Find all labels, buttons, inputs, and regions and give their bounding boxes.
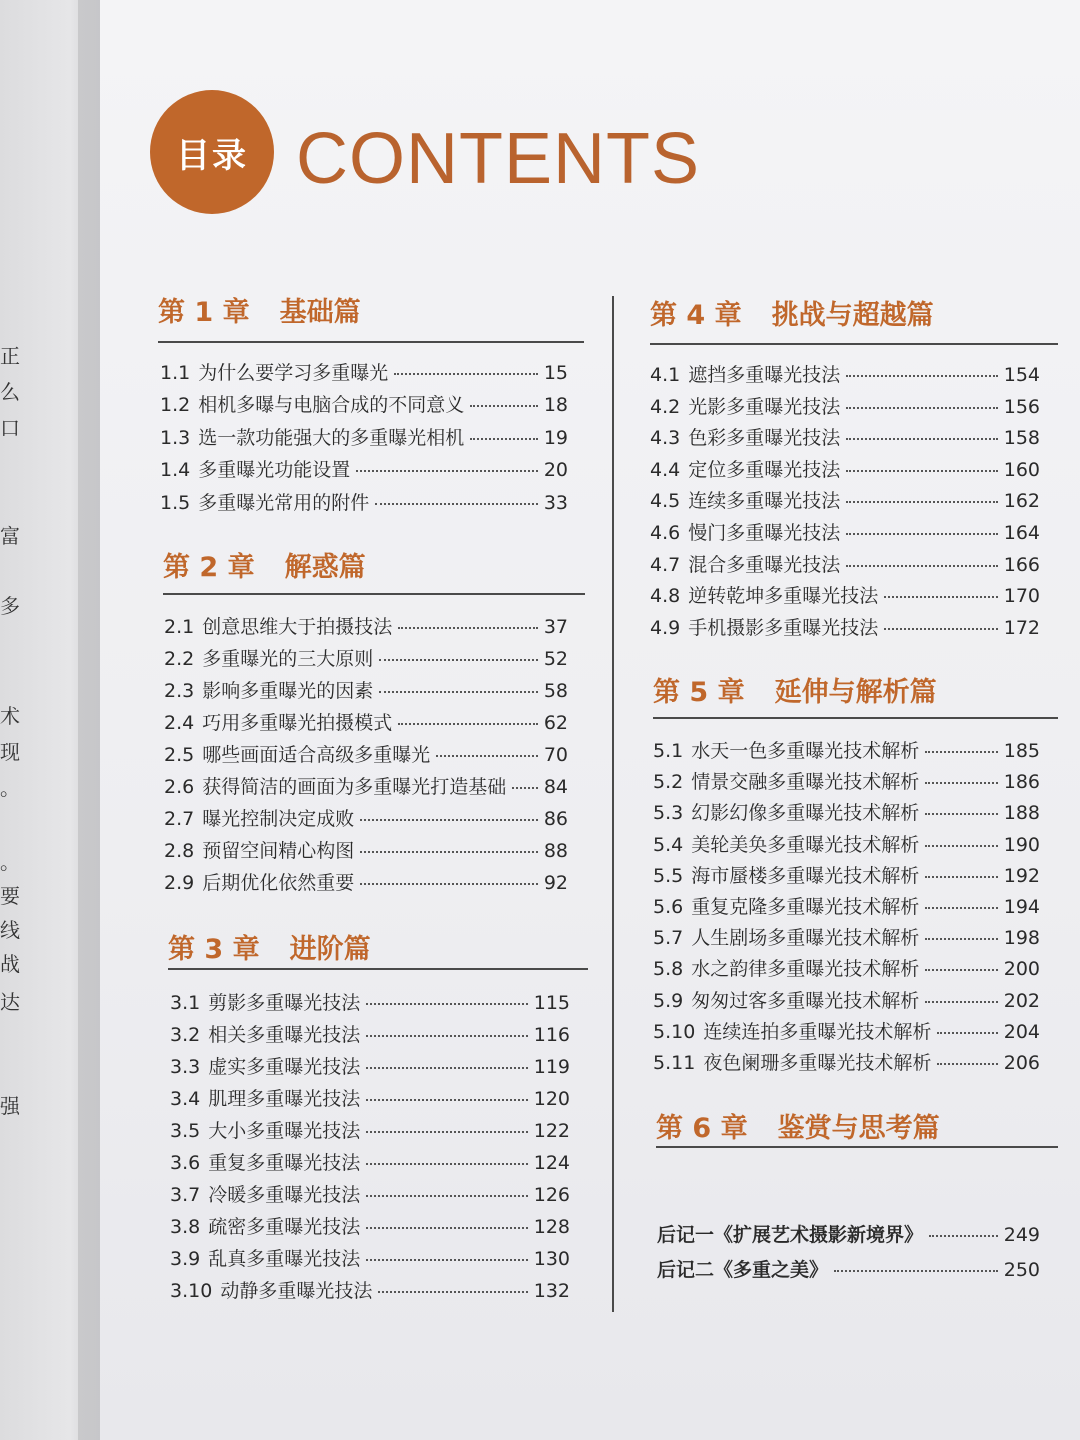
- entry-number: 3.1: [170, 992, 201, 1014]
- entry-page-number: 164: [1003, 522, 1040, 544]
- toc-entry[interactable]: [170, 1244, 570, 1271]
- toc-entry[interactable]: [650, 613, 1040, 640]
- dot-leader: [360, 851, 538, 853]
- dot-leader: [512, 787, 538, 789]
- entry-number: 5.9: [653, 989, 684, 1012]
- dot-leader: [366, 1195, 528, 1197]
- entry-page-number: 204: [1003, 1020, 1040, 1043]
- dot-leader: [398, 627, 538, 629]
- entry-page-number: 154: [1003, 364, 1040, 386]
- toc-entry[interactable]: [653, 861, 1040, 888]
- entry-number: 1.4: [160, 459, 191, 482]
- dot-leader: [378, 1291, 527, 1293]
- left-page-text-fragment: 富: [0, 524, 20, 548]
- entry-number: 4.7: [650, 553, 681, 576]
- entry-number: 1.3: [160, 426, 191, 449]
- chapter-rule: [653, 717, 1058, 719]
- entry-number: 1.5: [160, 491, 191, 514]
- dot-leader: [846, 438, 998, 440]
- epilogue-entry[interactable]: [657, 1255, 1040, 1282]
- epilogue-title: 后记二《多重之美》: [657, 1259, 829, 1281]
- entry-title: 选一款功能强大的多重曝光相机: [198, 426, 465, 449]
- entry-page-number: 206: [1003, 1052, 1040, 1074]
- chapter-title: 延伸与解析篇: [774, 677, 937, 708]
- entry-number: 5.2: [653, 771, 684, 794]
- toc-entry[interactable]: [650, 360, 1040, 387]
- entry-number: 5.8: [653, 958, 684, 981]
- dot-leader: [925, 782, 998, 784]
- entry-page-number: 162: [1003, 490, 1040, 513]
- entry-title: 剪影多重曝光技法: [208, 992, 361, 1014]
- entry-page-number: 190: [1003, 833, 1040, 856]
- entry-number: 3.5: [170, 1120, 201, 1142]
- entry-title: 哪些画面适合高级多重曝光: [202, 744, 431, 766]
- dot-leader: [356, 470, 538, 472]
- dot-leader: [937, 1063, 997, 1065]
- entry-title: 大小多重曝光技法: [208, 1120, 361, 1142]
- toc-entry[interactable]: [170, 988, 570, 1015]
- entry-page-number: 124: [533, 1152, 570, 1174]
- dot-leader: [398, 723, 538, 725]
- entry-title: 水之韵律多重曝光技术解析: [691, 958, 920, 981]
- toc-entry[interactable]: [164, 868, 568, 895]
- dot-leader: [366, 1035, 528, 1037]
- entry-page-number: 62: [543, 712, 568, 734]
- toc-entry[interactable]: [650, 423, 1040, 450]
- entry-page-number: 116: [533, 1024, 570, 1046]
- dot-leader: [846, 565, 998, 567]
- page-title: CONTENTS: [296, 119, 700, 199]
- dot-leader: [470, 438, 538, 440]
- entry-page-number: 198: [1003, 927, 1040, 950]
- entry-title: 重复多重曝光技法: [208, 1152, 361, 1174]
- chapter-heading: [650, 293, 934, 332]
- entry-page-number: 194: [1003, 896, 1040, 918]
- entry-title: 美轮美奂多重曝光技术解析: [691, 833, 920, 856]
- epilogue-title: 后记一《扩展艺术摄影新境界》: [657, 1224, 924, 1246]
- chapter-title: 鉴赏与思考篇: [777, 1113, 940, 1144]
- entry-number: 3.9: [170, 1248, 201, 1270]
- toc-entry[interactable]: [653, 1048, 1040, 1075]
- left-page-text-fragment: 术: [0, 704, 20, 728]
- left-page-text-fragment: 多: [0, 594, 20, 618]
- entry-number: 2.7: [164, 808, 195, 830]
- chapter-title: 进阶篇: [289, 934, 371, 965]
- entry-title: 相关多重曝光技法: [208, 1024, 361, 1046]
- toc-entry[interactable]: [170, 1084, 570, 1111]
- entry-number: 5.1: [653, 740, 684, 762]
- entry-page-number: 86: [543, 808, 568, 830]
- dot-leader: [366, 1099, 528, 1101]
- toc-entry[interactable]: [170, 1020, 570, 1047]
- chapter-rule: [163, 593, 585, 595]
- toc-entry[interactable]: [653, 830, 1040, 857]
- entry-title: 色彩多重曝光技法: [688, 427, 841, 450]
- toc-entry[interactable]: [653, 986, 1040, 1013]
- entry-page-number: 33: [543, 491, 568, 514]
- chapter-heading: [656, 1106, 940, 1145]
- dot-leader: [470, 405, 538, 407]
- left-page-text-fragment: 。: [0, 776, 20, 800]
- entry-page-number: 156: [1003, 395, 1040, 418]
- chapter-heading: [168, 927, 371, 966]
- entry-number: 5.6: [653, 896, 684, 918]
- entry-title: 获得简洁的画面为多重曝光打造基础: [202, 776, 507, 798]
- entry-number: 5.5: [653, 864, 684, 887]
- dot-leader: [375, 503, 538, 505]
- entry-title: 预留空间精心构图: [202, 840, 355, 862]
- entry-number: 2.5: [164, 744, 195, 766]
- toc-entry[interactable]: [164, 644, 568, 671]
- dot-leader: [379, 691, 538, 693]
- left-page-text-fragment: 要: [0, 884, 20, 908]
- dot-leader: [925, 938, 998, 940]
- entry-title: 相机多曝与电脑合成的不同意义: [198, 394, 465, 417]
- entry-number: 4.3: [650, 427, 681, 450]
- entry-title: 夜色阑珊多重曝光技术解析: [703, 1052, 932, 1074]
- dot-leader: [366, 1131, 528, 1133]
- epilogue-page-number: 250: [1003, 1259, 1040, 1281]
- entry-page-number: 122: [533, 1120, 570, 1142]
- entry-number: 4.1: [650, 364, 681, 386]
- entry-title: 连续多重曝光技法: [688, 490, 841, 513]
- entry-page-number: 130: [533, 1248, 570, 1270]
- entry-title: 遮挡多重曝光技法: [688, 364, 841, 386]
- entry-page-number: 160: [1003, 458, 1040, 481]
- left-page-text-fragment: 战: [0, 952, 20, 976]
- dot-leader: [366, 1067, 528, 1069]
- entry-page-number: 52: [543, 648, 568, 670]
- left-page-text-fragment: 强: [0, 1094, 20, 1118]
- entry-page-number: 58: [543, 680, 568, 702]
- toc-entry[interactable]: [170, 1212, 570, 1239]
- entry-title: 人生剧场多重曝光技术解析: [691, 927, 920, 950]
- dot-leader: [846, 533, 998, 535]
- contents-logo-badge: [150, 90, 274, 214]
- entry-title: 为什么要学习多重曝光: [198, 362, 389, 384]
- entry-number: 3.6: [170, 1152, 201, 1174]
- dot-leader: [846, 407, 998, 409]
- entry-number: 3.7: [170, 1184, 201, 1206]
- entry-number: 1.1: [160, 362, 191, 384]
- chapter-title: 基础篇: [279, 297, 361, 328]
- chapter-label: 第 4 章: [650, 300, 742, 331]
- column-divider: [612, 296, 614, 1312]
- chapter-label: 第 6 章: [656, 1113, 748, 1144]
- dot-leader: [436, 755, 538, 757]
- entry-title: 连续连拍多重曝光技术解析: [703, 1020, 932, 1043]
- dot-leader: [925, 876, 998, 878]
- dot-leader: [937, 1032, 997, 1034]
- entry-title: 逆转乾坤多重曝光技法: [688, 585, 879, 608]
- entry-number: 4.4: [650, 458, 681, 481]
- left-page-text-fragment: 么: [0, 380, 20, 404]
- toc-entry[interactable]: [653, 767, 1040, 794]
- entry-number: 3.4: [170, 1088, 201, 1110]
- toc-entry[interactable]: [653, 1017, 1040, 1044]
- entry-page-number: 166: [1003, 553, 1040, 576]
- toc-entry[interactable]: [653, 954, 1040, 981]
- chapter-heading: [158, 290, 361, 329]
- entry-title: 肌理多重曝光技法: [208, 1088, 361, 1110]
- entry-page-number: 20: [543, 459, 568, 482]
- entry-number: 4.2: [650, 395, 681, 418]
- entry-number: 2.6: [164, 776, 195, 798]
- toc-entry[interactable]: [160, 455, 568, 482]
- left-page-text-fragment: 现: [0, 740, 20, 764]
- toc-entry[interactable]: [160, 488, 568, 515]
- entry-title: 影响多重曝光的因素: [202, 680, 374, 702]
- chapter-label: 第 5 章: [653, 677, 745, 708]
- entry-title: 巧用多重曝光拍摄模式: [202, 712, 393, 734]
- dot-leader: [925, 969, 998, 971]
- entry-page-number: 192: [1003, 864, 1040, 887]
- chapter-title: 解惑篇: [284, 552, 366, 583]
- entry-number: 2.8: [164, 840, 195, 862]
- dot-leader: [394, 373, 538, 375]
- epilogue-page-number: 249: [1003, 1224, 1040, 1246]
- toc-entry[interactable]: [170, 1180, 570, 1207]
- entry-title: 混合多重曝光技法: [688, 553, 841, 576]
- chapter-label: 第 3 章: [168, 934, 260, 965]
- dot-leader: [925, 845, 998, 847]
- entry-page-number: 119: [533, 1056, 570, 1078]
- entry-number: 2.4: [164, 712, 195, 734]
- toc-entry[interactable]: [653, 892, 1040, 919]
- entry-page-number: 84: [543, 776, 568, 798]
- toc-entry[interactable]: [650, 550, 1040, 577]
- entry-title: 创意思维大于拍摄技法: [202, 616, 393, 638]
- entry-number: 2.2: [164, 648, 195, 670]
- toc-entry[interactable]: [650, 486, 1040, 513]
- toc-entry[interactable]: [650, 392, 1040, 419]
- dot-leader: [366, 1003, 528, 1005]
- entry-page-number: 172: [1003, 616, 1040, 639]
- logo-text: 目录: [176, 135, 248, 176]
- entry-page-number: 15: [543, 362, 568, 384]
- dot-leader: [379, 659, 538, 661]
- dot-leader: [925, 751, 998, 753]
- entry-page-number: 37: [543, 616, 568, 638]
- dot-leader: [925, 1001, 998, 1003]
- toc-entry[interactable]: [164, 804, 568, 831]
- entry-page-number: 70: [543, 744, 568, 766]
- entry-page-number: 128: [533, 1216, 570, 1238]
- toc-entry[interactable]: [650, 581, 1040, 608]
- entry-title: 水天一色多重曝光技术解析: [691, 740, 920, 762]
- toc-entry[interactable]: [164, 708, 568, 735]
- toc-entry[interactable]: [653, 923, 1040, 950]
- left-page-text-fragment: 达: [0, 990, 20, 1014]
- dot-leader: [846, 501, 998, 503]
- toc-entry[interactable]: [164, 740, 568, 767]
- entry-number: 2.9: [164, 872, 195, 894]
- toc-entry[interactable]: [170, 1052, 570, 1079]
- toc-entry[interactable]: [653, 798, 1040, 825]
- entry-number: 5.10: [653, 1020, 696, 1043]
- entry-title: 多重曝光常用的附件: [198, 491, 370, 514]
- dot-leader: [366, 1163, 528, 1165]
- entry-page-number: 186: [1003, 771, 1040, 794]
- chapter-rule: [158, 341, 584, 343]
- entry-title: 后期优化依然重要: [202, 872, 355, 894]
- entry-page-number: 88: [543, 840, 568, 862]
- chapter-rule: [168, 968, 588, 970]
- toc-entry[interactable]: [650, 455, 1040, 482]
- left-page-text-fragment: 线: [0, 918, 20, 942]
- toc-entry[interactable]: [164, 676, 568, 703]
- entry-number: 5.11: [653, 1052, 696, 1074]
- entry-page-number: 158: [1003, 427, 1040, 450]
- dot-leader: [366, 1259, 528, 1261]
- entry-title: 手机摄影多重曝光技法: [688, 616, 879, 639]
- toc-entry[interactable]: [653, 736, 1040, 763]
- entry-page-number: 126: [533, 1184, 570, 1206]
- entry-page-number: 120: [533, 1088, 570, 1110]
- entry-title: 慢门多重曝光技法: [688, 522, 841, 544]
- entry-title: 光影多重曝光技法: [688, 395, 841, 418]
- left-page-text-fragment: 口: [0, 416, 20, 440]
- left-page-text-fragment: 正: [0, 344, 20, 368]
- entry-title: 多重曝光功能设置: [198, 459, 351, 482]
- entry-title: 曝光控制决定成败: [202, 808, 355, 830]
- entry-page-number: 185: [1003, 740, 1040, 762]
- dot-leader: [884, 596, 998, 598]
- entry-number: 2.1: [164, 616, 195, 638]
- entry-title: 冷暖多重曝光技法: [208, 1184, 361, 1206]
- chapter-heading: [163, 545, 366, 584]
- toc-entry[interactable]: [650, 518, 1040, 545]
- toc-entry[interactable]: [160, 423, 568, 450]
- toc-entry[interactable]: [170, 1116, 570, 1143]
- toc-entry[interactable]: [164, 772, 568, 799]
- chapter-label: 第 1 章: [158, 297, 250, 328]
- dot-leader: [925, 813, 998, 815]
- dot-leader: [360, 819, 538, 821]
- entry-number: 4.6: [650, 522, 681, 544]
- toc-entry[interactable]: [164, 612, 568, 639]
- dot-leader: [846, 375, 998, 377]
- toc-entry[interactable]: [170, 1276, 570, 1303]
- entry-page-number: 188: [1003, 802, 1040, 825]
- left-page-text-fragment: 。: [0, 850, 20, 874]
- dot-leader: [925, 907, 998, 909]
- entry-title: 动静多重曝光技法: [220, 1280, 373, 1302]
- entry-title: 幻影幻像多重曝光技术解析: [691, 802, 920, 825]
- entry-title: 定位多重曝光技法: [688, 458, 841, 481]
- toc-entry[interactable]: [160, 390, 568, 417]
- entry-title: 海市蜃楼多重曝光技术解析: [691, 864, 920, 887]
- dot-leader: [884, 628, 998, 630]
- chapter-title: 挑战与超越篇: [771, 300, 934, 331]
- entry-number: 3.10: [170, 1280, 213, 1302]
- chapter-heading: [653, 670, 937, 709]
- entry-number: 5.7: [653, 927, 684, 950]
- dot-leader: [360, 883, 538, 885]
- epilogue-entry[interactable]: [657, 1220, 1040, 1247]
- entry-title: 匆匆过客多重曝光技术解析: [691, 989, 920, 1012]
- toc-entry[interactable]: [164, 836, 568, 863]
- dot-leader: [366, 1227, 528, 1229]
- entry-number: 3.2: [170, 1024, 201, 1046]
- entry-page-number: 115: [533, 992, 570, 1014]
- entry-page-number: 202: [1003, 989, 1040, 1012]
- entry-number: 2.3: [164, 680, 195, 702]
- entry-page-number: 92: [543, 872, 568, 894]
- entry-title: 多重曝光的三大原则: [202, 648, 374, 670]
- dot-leader: [846, 470, 998, 472]
- toc-entry[interactable]: [170, 1148, 570, 1175]
- entry-number: 1.2: [160, 394, 191, 417]
- chapter-rule: [650, 343, 1058, 345]
- entry-page-number: 132: [533, 1280, 570, 1302]
- entry-title: 乱真多重曝光技法: [208, 1248, 361, 1270]
- entry-title: 情景交融多重曝光技术解析: [691, 771, 920, 794]
- entry-page-number: 170: [1003, 585, 1040, 608]
- entry-number: 3.3: [170, 1056, 201, 1078]
- entry-title: 虚实多重曝光技法: [208, 1056, 361, 1078]
- chapter-rule: [656, 1146, 1058, 1148]
- entry-number: 3.8: [170, 1216, 201, 1238]
- entry-number: 4.8: [650, 585, 681, 608]
- dot-leader: [834, 1270, 998, 1272]
- entry-number: 5.4: [653, 833, 684, 856]
- entry-title: 疏密多重曝光技法: [208, 1216, 361, 1238]
- entry-page-number: 18: [543, 394, 568, 417]
- entry-number: 4.9: [650, 616, 681, 639]
- dot-leader: [929, 1235, 998, 1237]
- entry-number: 4.5: [650, 490, 681, 513]
- entry-page-number: 19: [543, 426, 568, 449]
- toc-entry[interactable]: [160, 358, 568, 385]
- entry-title: 重复克隆多重曝光技术解析: [691, 896, 920, 918]
- entry-number: 5.3: [653, 802, 684, 825]
- chapter-label: 第 2 章: [163, 552, 255, 583]
- entry-page-number: 200: [1003, 958, 1040, 981]
